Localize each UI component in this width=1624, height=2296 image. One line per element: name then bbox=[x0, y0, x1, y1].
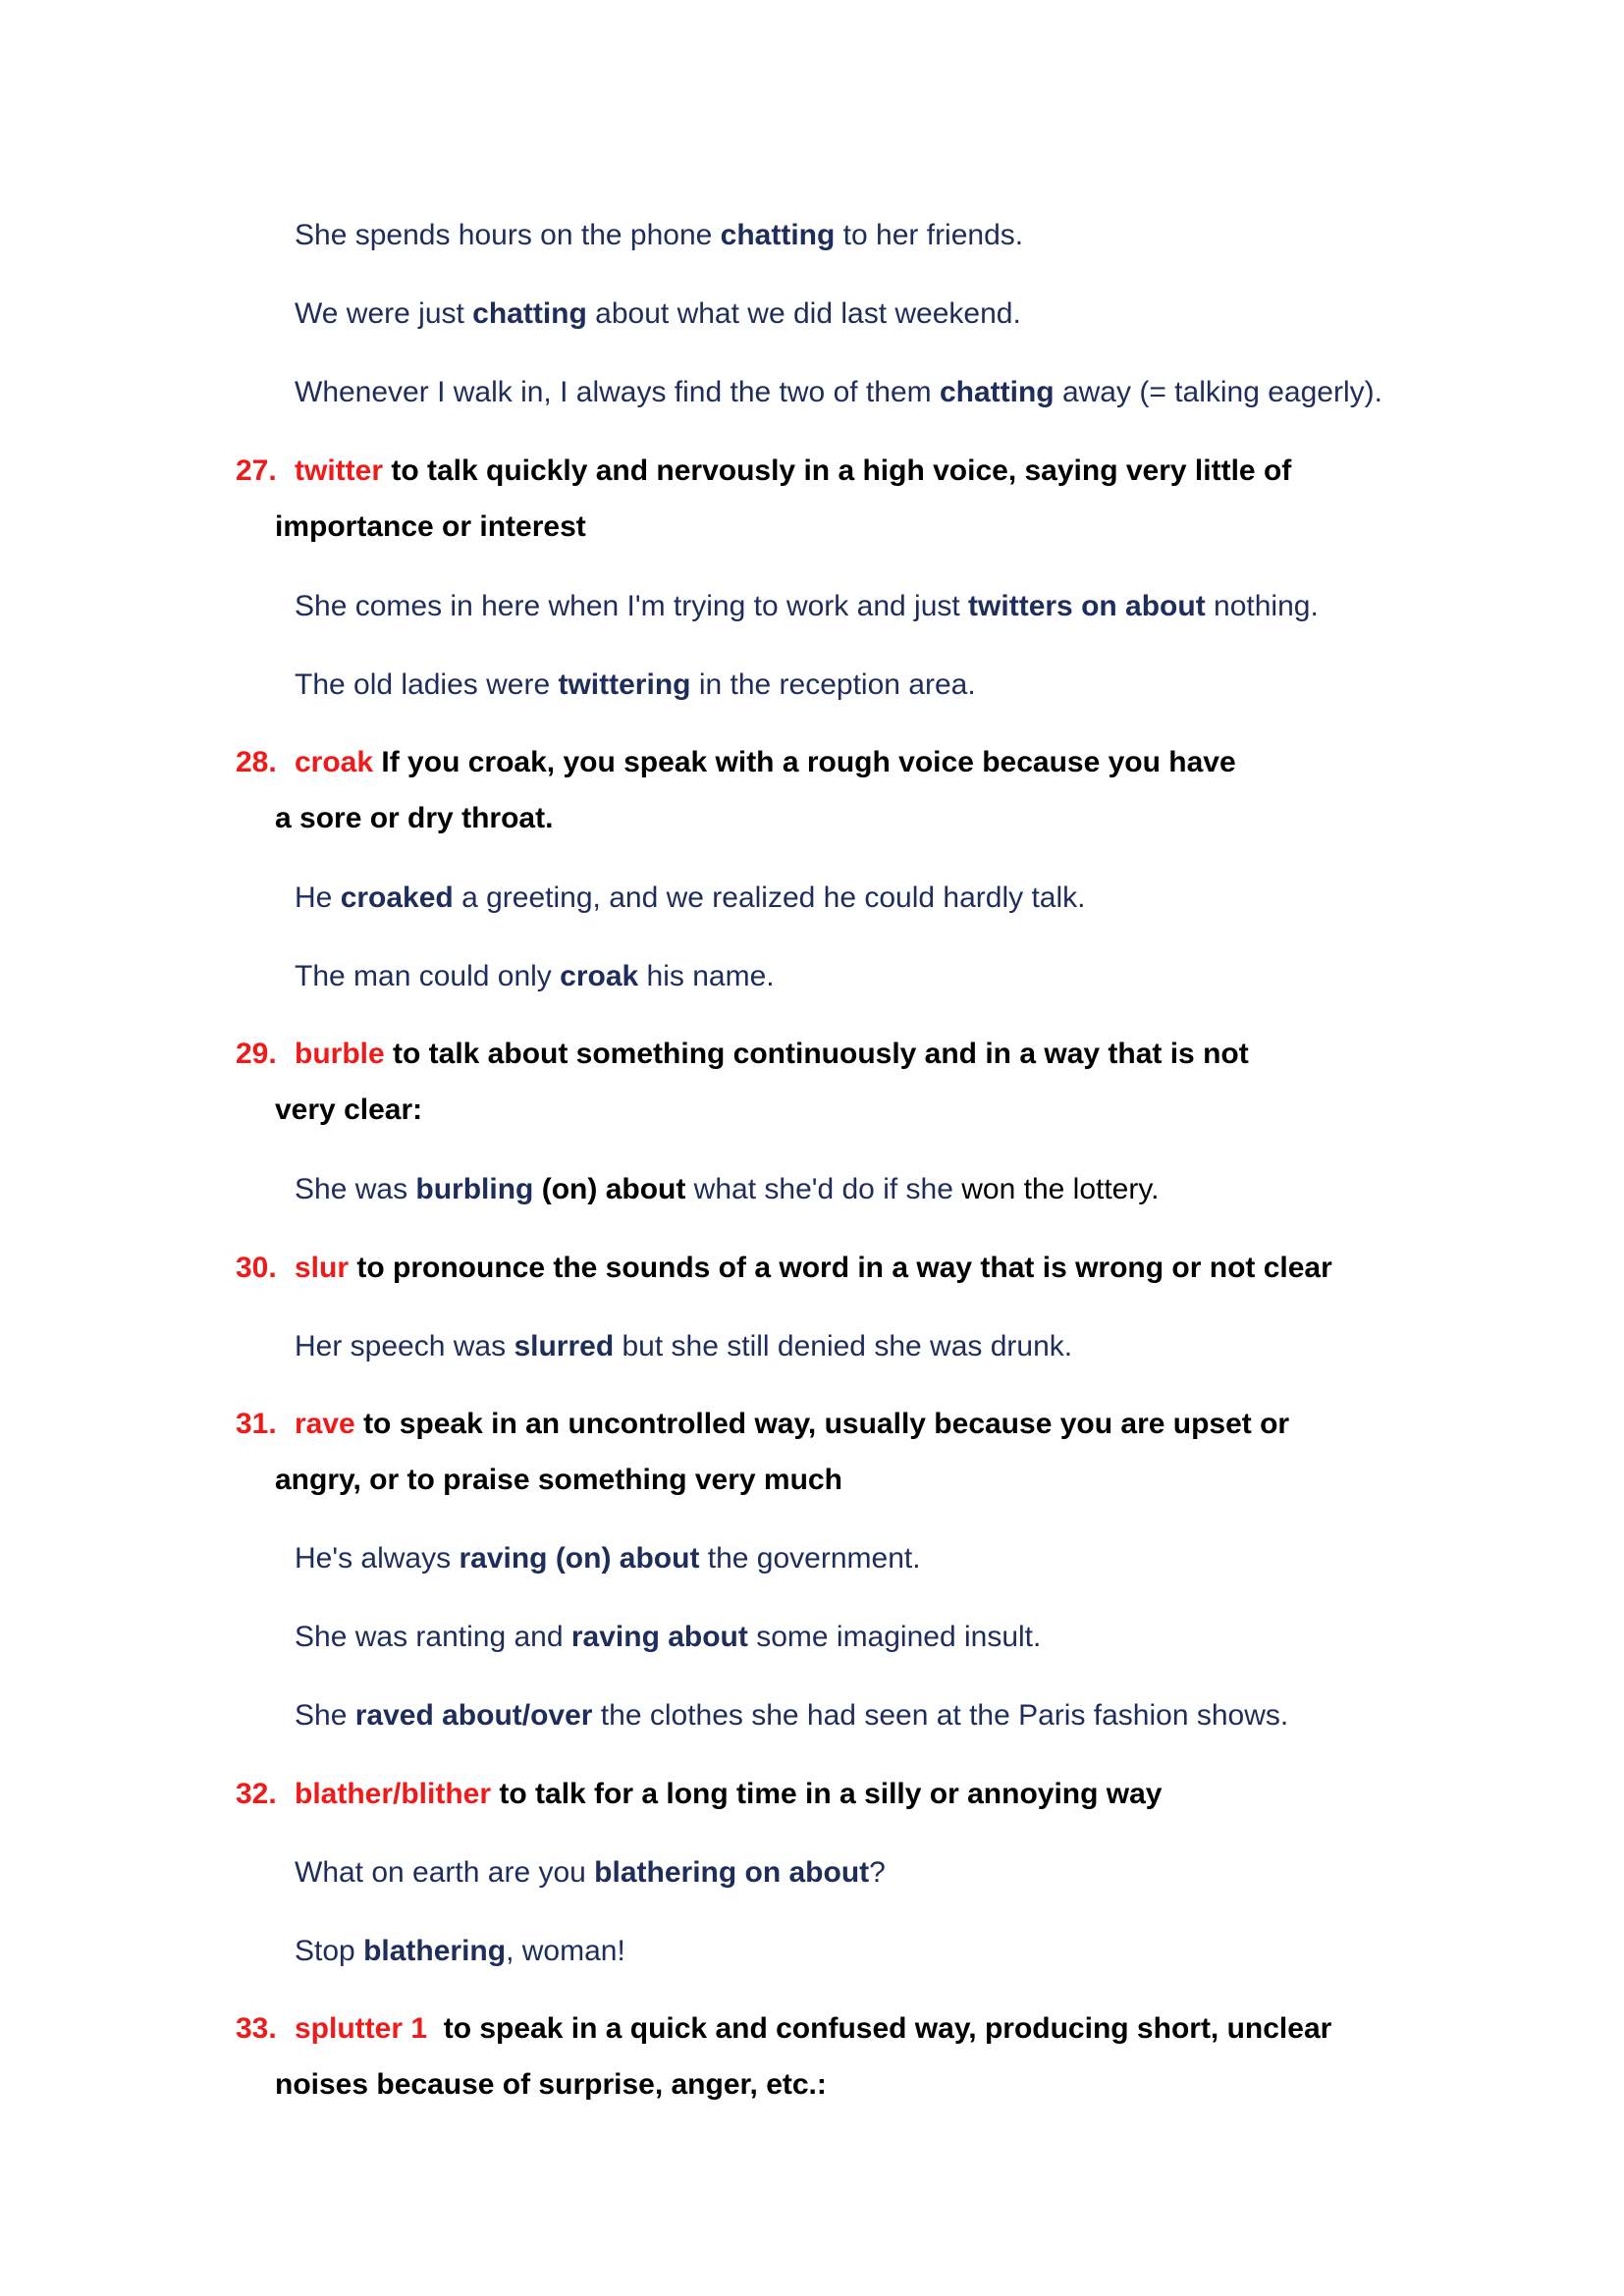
example-sentence: He's always raving (on) about the government. bbox=[295, 1542, 921, 1575]
entry-definition: If you croak, you speak with a rough voice because you have bbox=[373, 746, 1236, 778]
entry-word: croak bbox=[295, 746, 374, 778]
entry-word: twitter bbox=[295, 454, 383, 487]
entry-word: burble bbox=[295, 1038, 385, 1070]
entry-number: 32. bbox=[236, 1778, 277, 1810]
entry-number: 29. bbox=[236, 1038, 277, 1070]
entry-heading-burble bbox=[236, 1037, 1249, 1072]
entry-word: blather/blither bbox=[295, 1778, 492, 1810]
entry-heading-twitter bbox=[236, 454, 1291, 489]
example-sentence: The man could only croak his name. bbox=[295, 960, 775, 992]
entry-definition-continued: angry, or to praise something very much bbox=[275, 1464, 842, 1496]
example-sentence: What on earth are you blathering on about? bbox=[295, 1856, 886, 1889]
example-sentence: She was ranting and raving about some imagined insult. bbox=[295, 1621, 1042, 1653]
entry-word: splutter 1 bbox=[295, 2012, 428, 2045]
entry-definition-continued: noises because of surprise, anger, etc.: bbox=[275, 2068, 827, 2101]
example-sentence: She was burbling (on) about what she'd do if she won the lottery. bbox=[295, 1173, 1160, 1205]
entry-definition-continued: a sore or dry throat. bbox=[275, 802, 554, 834]
example-sentence: We were just chatting about what we did last weekend. bbox=[295, 297, 1021, 330]
entry-definition-continued: very clear: bbox=[275, 1094, 423, 1126]
example-sentence: Her speech was slurred but she still denied she was drunk. bbox=[295, 1330, 1073, 1362]
example-sentence: She raved about/over the clothes she had seen at the Paris fashion shows. bbox=[295, 1699, 1289, 1732]
entry-number: 33. bbox=[236, 2012, 277, 2045]
entry-number: 28. bbox=[236, 746, 277, 778]
example-sentence: Stop blathering, woman! bbox=[295, 1935, 625, 1967]
entry-heading-rave bbox=[236, 1407, 1289, 1442]
example-sentence: He croaked a greeting, and we realized he could hardly talk. bbox=[295, 881, 1086, 914]
entry-heading-croak bbox=[236, 745, 1236, 780]
example-sentence: The old ladies were twittering in the reception area. bbox=[295, 668, 976, 701]
entry-heading-splutter bbox=[236, 2011, 1331, 2047]
entry-definition: to pronounce the sounds of a word in a way that is wrong or not clear bbox=[349, 1252, 1332, 1284]
entry-definition: to talk for a long time in a silly or annoying way bbox=[491, 1778, 1163, 1810]
entry-number: 30. bbox=[236, 1252, 277, 1284]
entry-heading-slur bbox=[236, 1251, 1332, 1286]
entry-definition: to speak in a quick and confused way, producing short, unclear bbox=[427, 2012, 1332, 2045]
entry-word: slur bbox=[295, 1252, 350, 1284]
entry-word: rave bbox=[295, 1408, 355, 1440]
example-sentence: Whenever I walk in, I always find the two of them chatting away (= talking eagerly). bbox=[295, 376, 1382, 408]
entry-definition-continued: importance or interest bbox=[275, 510, 586, 543]
entry-definition: to speak in an uncontrolled way, usually because you are upset or bbox=[354, 1408, 1290, 1440]
entry-definition: to talk about something continuously and in a way that is not bbox=[384, 1038, 1249, 1070]
example-sentence: She spends hours on the phone chatting to her friends. bbox=[295, 219, 1024, 251]
example-sentence: She comes in here when I'm trying to work and just twitters on about nothing. bbox=[295, 590, 1319, 622]
entry-number: 31. bbox=[236, 1408, 277, 1440]
entry-definition: to talk quickly and nervously in a high voice, saying very little of bbox=[383, 454, 1292, 487]
entry-number: 27. bbox=[236, 454, 277, 487]
entry-heading-blather bbox=[236, 1777, 1162, 1812]
